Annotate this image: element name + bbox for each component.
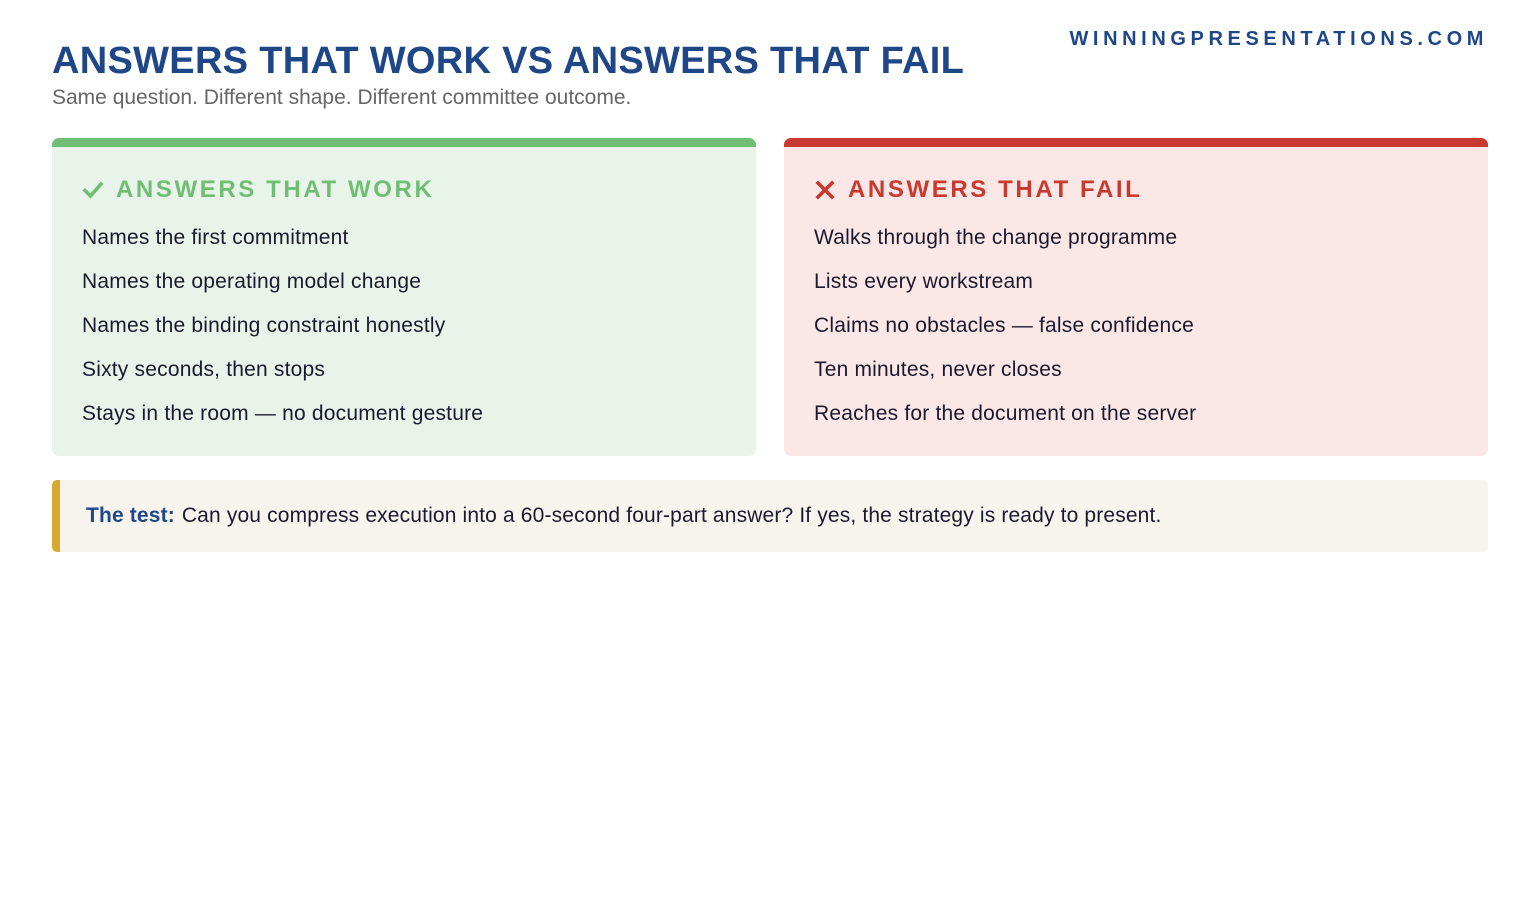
fail-card-heading bbox=[814, 176, 1142, 204]
work-list-item: Names the operating model change bbox=[82, 270, 422, 293]
checkmark-icon bbox=[82, 179, 104, 201]
brand-wordmark[interactable]: WINNINGPRESENTATIONS.COM bbox=[1069, 28, 1488, 50]
fail-list-item: Lists every workstream bbox=[814, 270, 1034, 293]
test-callout bbox=[52, 480, 1488, 552]
work-list-item: Stays in the room — no document gesture bbox=[82, 402, 484, 425]
test-callout-label: The test: bbox=[86, 504, 175, 527]
answers-that-fail-card bbox=[784, 138, 1488, 456]
page-subtitle: Same question. Different shape. Different committee outcome. bbox=[52, 86, 632, 109]
fail-list-item: Reaches for the document on the server bbox=[814, 402, 1197, 425]
work-list-item: Sixty seconds, then stops bbox=[82, 358, 326, 381]
work-list bbox=[82, 224, 483, 444]
work-card-accent-bar bbox=[52, 138, 756, 147]
work-card-heading-text: ANSWERS THAT WORK bbox=[116, 176, 435, 203]
page-title: ANSWERS THAT WORK VS ANSWERS THAT FAIL bbox=[52, 40, 965, 82]
fail-card-heading-text: ANSWERS THAT FAIL bbox=[848, 176, 1143, 203]
test-callout-text: Can you compress execution into a 60-second four-part answer? If yes, the strategy is ready to present. bbox=[181, 504, 1162, 527]
fail-list-item: Ten minutes, never closes bbox=[814, 358, 1062, 381]
fail-list-item: Claims no obstacles — false confidence bbox=[814, 314, 1194, 337]
fail-list-item: Walks through the change programme bbox=[814, 226, 1178, 249]
cross-icon bbox=[814, 179, 836, 201]
work-list-item: Names the first commitment bbox=[82, 226, 349, 249]
fail-card-accent-bar bbox=[784, 138, 1488, 147]
work-card-heading bbox=[82, 176, 434, 204]
fail-list bbox=[814, 224, 1196, 444]
work-list-item: Names the binding constraint honestly bbox=[82, 314, 446, 337]
answers-that-work-card bbox=[52, 138, 756, 456]
